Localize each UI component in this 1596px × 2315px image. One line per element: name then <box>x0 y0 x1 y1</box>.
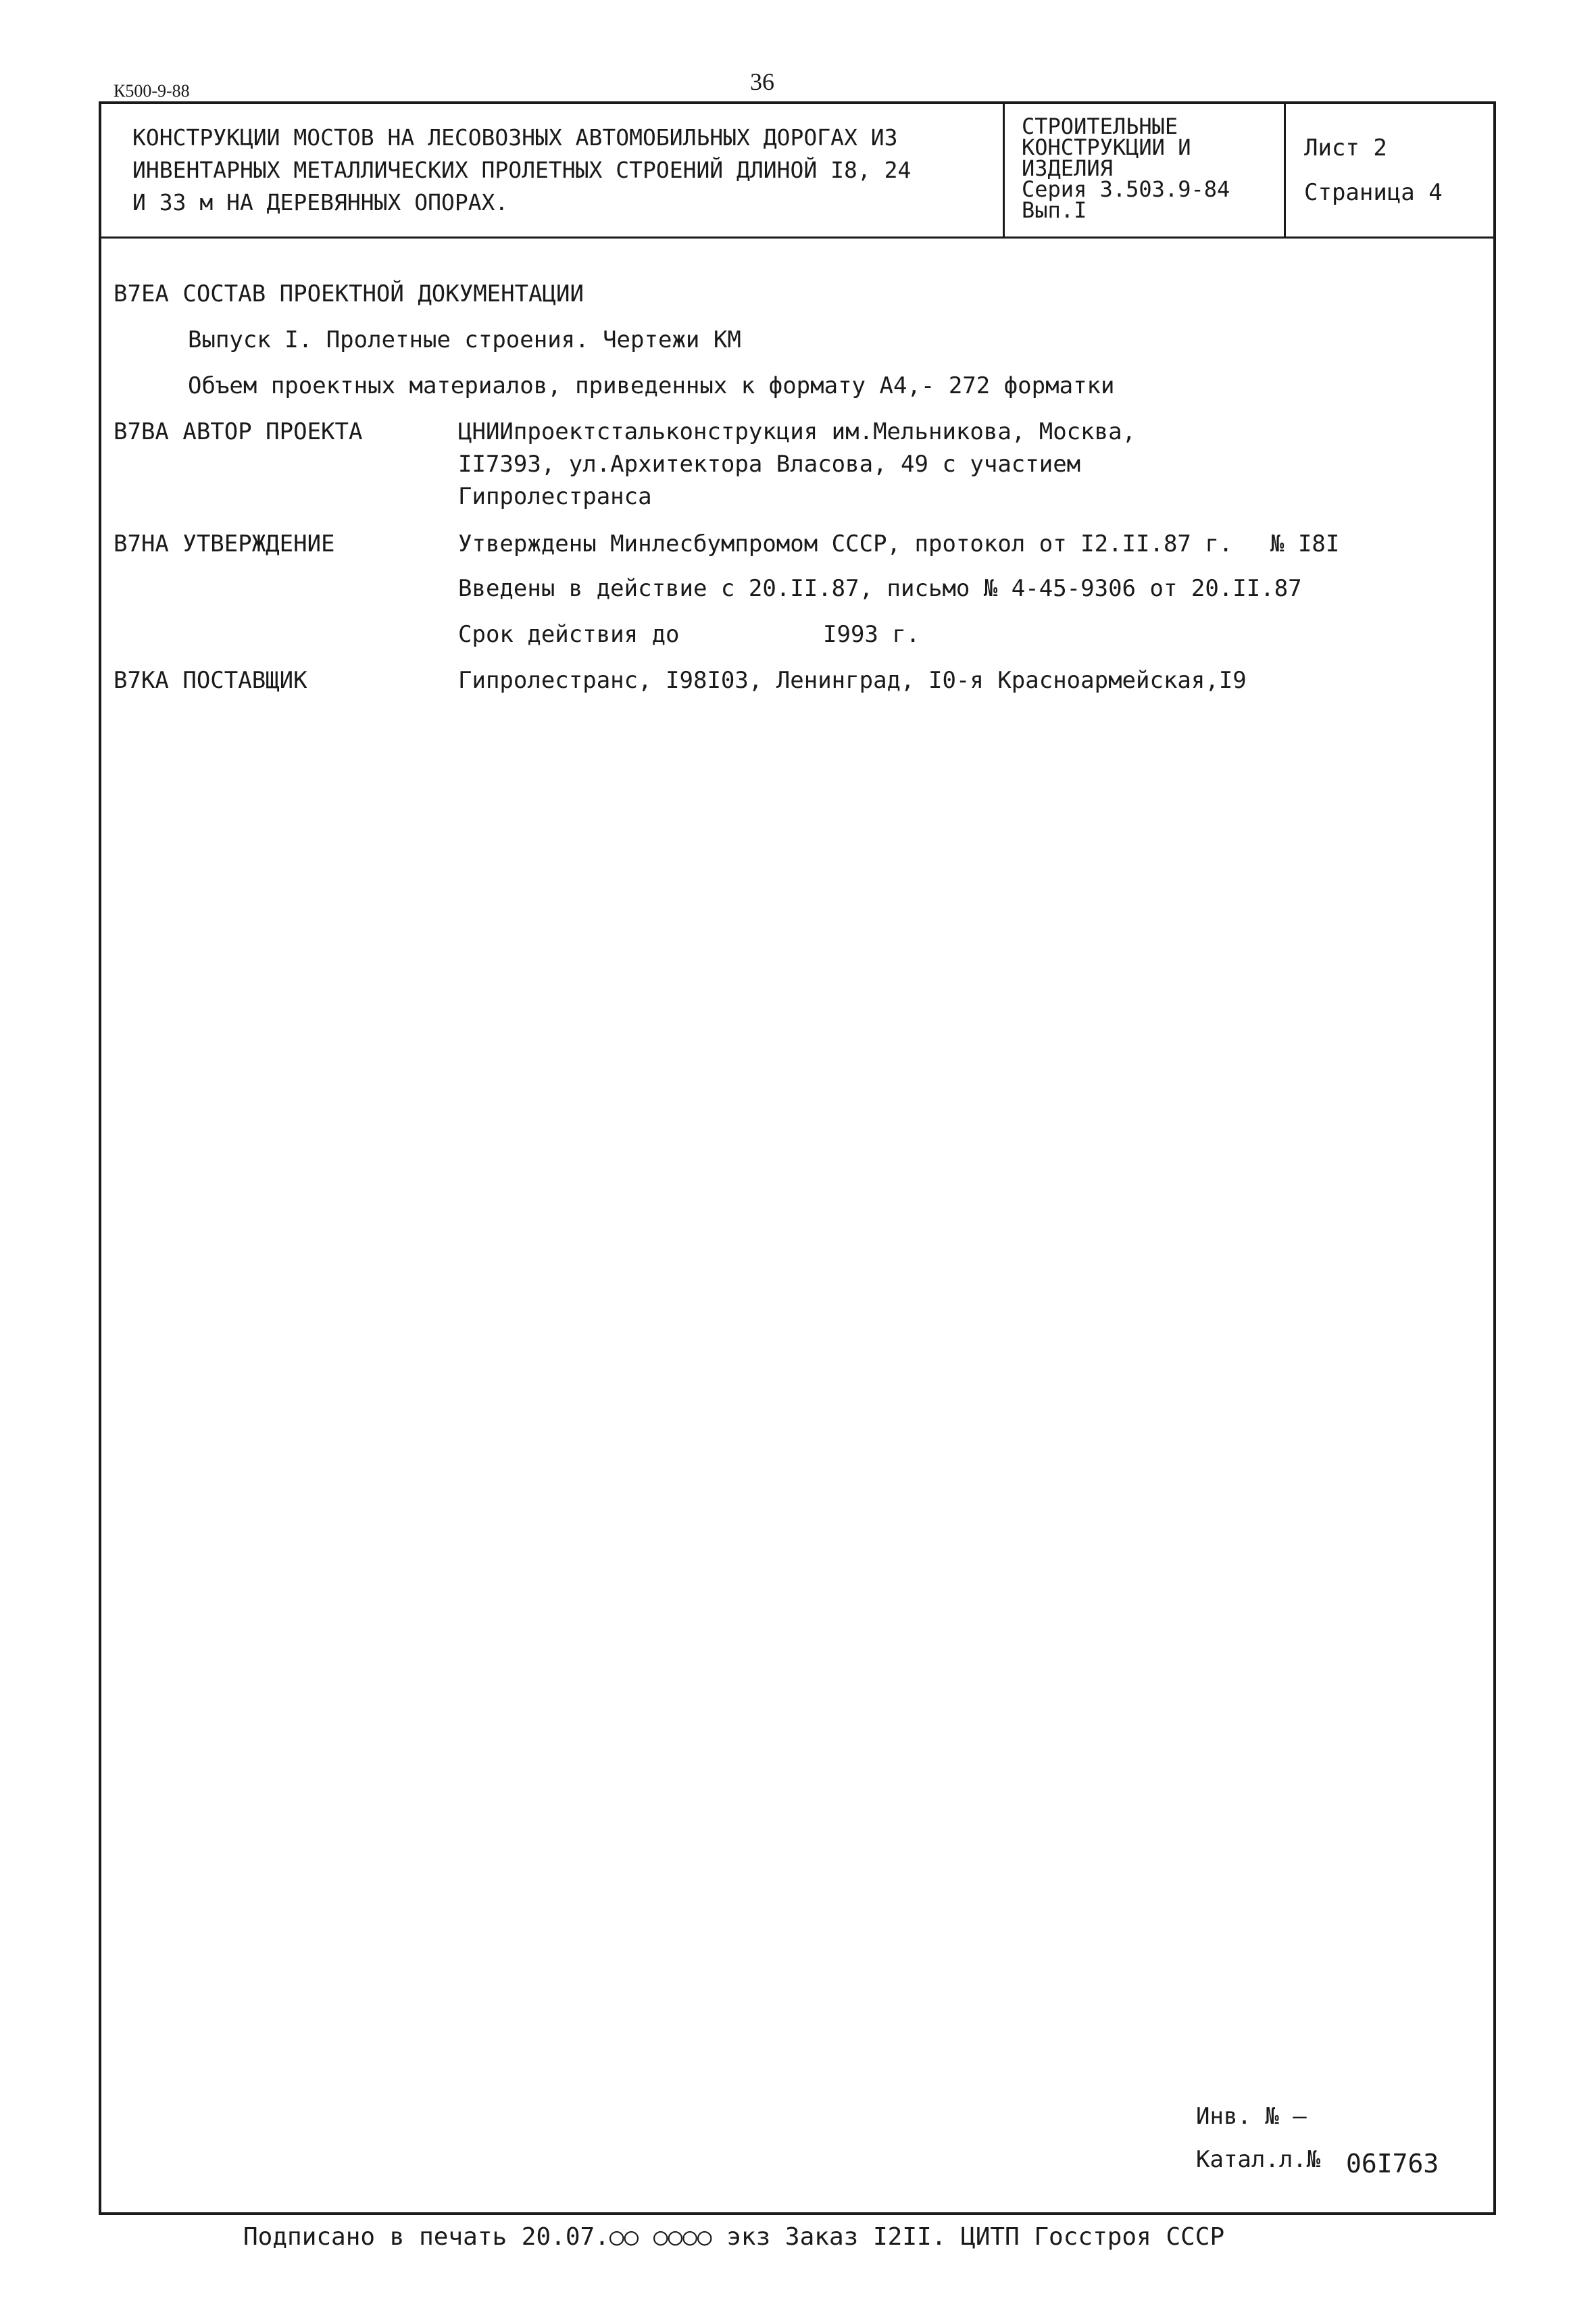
approval-label: В7НА УТВЕРЖДЕНИЕ <box>114 530 335 557</box>
catalog-label: Катал.л.№ <box>1196 2146 1321 2173</box>
supplier-line: Гипролестранс, I98I03, Ленинград, I0-я Красноармейская,I9 <box>458 667 1247 694</box>
print-imprint: Подписано в печать 20.07.○○ ○○○○ экз Заказ I2II. ЦИТП Госстроя СССР <box>243 2223 1225 2251</box>
sheet-number: Лист 2 <box>1304 134 1387 161</box>
series-line: ИЗДЕЛИЯ <box>1022 155 1113 181</box>
series-line: Серия 3.503.9-84 <box>1022 176 1230 202</box>
approval-number: № I8I <box>1270 530 1340 557</box>
composition-heading: В7ЕА СОСТАВ ПРОЕКТНОЙ ДОКУМЕНТАЦИИ <box>114 280 584 307</box>
title-line: ИНВЕНТАРНЫХ МЕТАЛЛИЧЕСКИХ ПРОЛЕТНЫХ СТРОЕНИЙ ДЛИНОЙ I8, 24 <box>132 157 912 183</box>
supplier-label: В7КА ПОСТАВЩИК <box>114 667 307 694</box>
page-label: Страница 4 <box>1304 179 1443 206</box>
series-line: КОНСТРУКЦИИ И <box>1022 134 1191 160</box>
document-title <box>132 122 991 219</box>
title-line: И 33 м НА ДЕРЕВЯННЫХ ОПОРАХ. <box>132 189 509 216</box>
header-column-divider-1 <box>1003 101 1005 237</box>
document-code: К500-9-88 <box>114 81 190 101</box>
title-line: КОНСТРУКЦИИ МОСТОВ НА ЛЕСОВОЗНЫХ АВТОМОБИЛЬНЫХ ДОРОГАХ ИЗ <box>132 124 898 151</box>
author-line: ЦНИИпроектстальконструкция им.Мельникова, Москва, <box>458 418 1137 445</box>
page-number: 36 <box>750 68 774 95</box>
header-divider <box>99 237 1496 239</box>
header-column-divider-2 <box>1284 101 1286 237</box>
author-line: Гипролестранса <box>458 483 652 510</box>
series-line: СТРОИТЕЛЬНЫЕ <box>1022 114 1178 139</box>
approval-line: Утверждены Минлесбумпромом СССР, протокол от I2.II.87 г. <box>458 530 1233 557</box>
volume-line: Объем проектных материалов, приведенных к формату А4,- 272 форматки <box>188 372 1115 399</box>
author-label: В7ВА АВТОР ПРОЕКТА <box>114 418 363 445</box>
series-line: Вып.I <box>1022 197 1087 223</box>
issue-line: Выпуск I. Пролетные строения. Чертежи КМ <box>188 326 741 353</box>
sheet-block <box>1304 126 1443 215</box>
series-block <box>1022 116 1278 221</box>
author-line: II7393, ул.Архитектора Власова, 49 с участием <box>458 451 1081 478</box>
validity-label: Срок действия до <box>458 621 680 648</box>
validity-year: I993 г. <box>823 621 920 648</box>
enactment-line: Введены в действие с 20.II.87, письмо № 4-45-9306 от 20.II.87 <box>458 575 1302 602</box>
inventory-number: Инв. № — <box>1196 2103 1307 2130</box>
catalog-number: 06I763 <box>1346 2149 1439 2179</box>
